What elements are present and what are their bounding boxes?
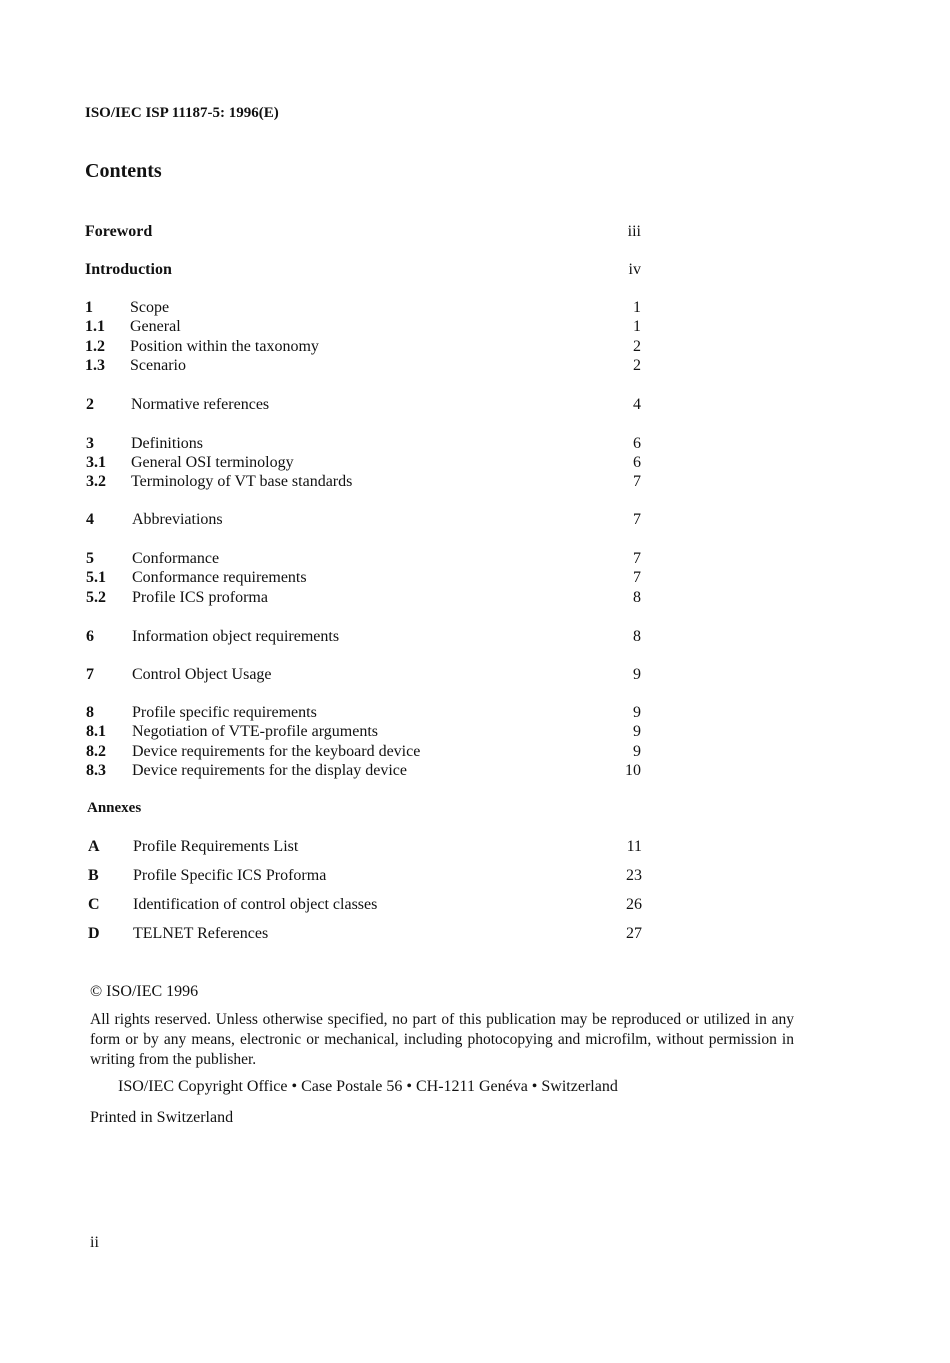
annex-page: 27: [626, 925, 642, 942]
annex-label: Profile Specific ICS Proforma: [133, 867, 327, 884]
toc-number: 8: [86, 704, 94, 721]
toc-page: 1: [633, 299, 641, 316]
toc-label: Scope: [130, 299, 170, 316]
toc-label: Abbreviations: [132, 511, 223, 528]
annex-page: 11: [626, 838, 642, 855]
toc-page: 1: [633, 318, 641, 335]
annex-letter: C: [88, 896, 100, 913]
toc-label: Position within the taxonomy: [130, 338, 319, 355]
toc-row: [86, 703, 641, 723]
toc-row: [86, 434, 641, 454]
toc-number: 6: [86, 628, 94, 645]
toc-page: 9: [633, 723, 641, 740]
toc-page: 9: [633, 666, 641, 683]
toc-label: Conformance requirements: [132, 569, 307, 586]
toc-label: Negotiation of VTE-profile arguments: [132, 723, 379, 740]
toc-label: Foreword: [85, 223, 153, 240]
annex-letter: A: [88, 838, 100, 855]
toc-page: iii: [627, 223, 641, 240]
annexes-heading: Annexes: [87, 800, 142, 816]
toc-number: 8.2: [86, 743, 106, 760]
toc-row: [86, 742, 641, 762]
document-id-header: ISO/IEC ISP 11187-5: 1996(E): [85, 105, 279, 121]
toc-page: 10: [625, 762, 641, 779]
toc-number: 1: [85, 299, 93, 316]
toc-label: Device requirements for the display device: [132, 762, 407, 779]
toc-row: [86, 472, 641, 492]
toc-page: 7: [633, 511, 641, 528]
annex-row: [88, 924, 642, 944]
toc-number: 3: [86, 435, 94, 452]
toc-row-introduction: [85, 260, 641, 280]
toc-row: [85, 298, 641, 318]
toc-page: iv: [628, 261, 641, 278]
toc-number: 5: [86, 550, 94, 567]
toc-label: General: [130, 318, 181, 335]
toc-page: 6: [633, 454, 641, 471]
toc-page: 7: [633, 473, 641, 490]
annex-label: TELNET References: [133, 925, 269, 942]
toc-number: 1.3: [85, 357, 105, 374]
annex-row: [88, 895, 642, 915]
toc-number: 3.2: [86, 473, 106, 490]
toc-label: Information object requirements: [132, 628, 340, 645]
copyright-line: © ISO/IEC 1996: [90, 983, 199, 1000]
toc-page: 6: [633, 435, 641, 452]
toc-page: 2: [633, 357, 641, 374]
toc-label: Scenario: [130, 357, 186, 374]
annex-letter: B: [88, 867, 99, 884]
annex-label: Identification of control object classes: [133, 896, 378, 913]
toc-label: Introduction: [85, 261, 172, 278]
toc-number: 1.1: [85, 318, 105, 335]
annex-letter: D: [88, 925, 100, 942]
toc-number: 5.1: [86, 569, 106, 586]
annex-label: Profile Requirements List: [133, 838, 299, 855]
toc-page: 4: [633, 396, 641, 413]
toc-page: 9: [633, 743, 641, 760]
toc-number: 3.1: [86, 454, 106, 471]
toc-number: 1.2: [85, 338, 105, 355]
toc-number: 8.1: [86, 723, 106, 740]
toc-row: [86, 395, 641, 415]
toc-row: [86, 588, 641, 608]
toc-row: [86, 627, 641, 647]
toc-row: [86, 453, 641, 473]
toc-label: Definitions: [131, 435, 203, 452]
printed-in: Printed in Switzerland: [90, 1109, 234, 1126]
contents-title: Contents: [85, 160, 162, 182]
toc-row: [86, 549, 641, 569]
toc-row: [85, 317, 641, 337]
annex-row: [88, 866, 642, 886]
toc-number: 2: [86, 396, 94, 413]
toc-number: 7: [86, 666, 94, 683]
toc-number: 5.2: [86, 589, 106, 606]
toc-page: 7: [633, 550, 641, 567]
toc-page: 8: [633, 628, 641, 645]
page-number: ii: [90, 1234, 99, 1251]
toc-number: 8.3: [86, 762, 106, 779]
annex-page: 26: [626, 896, 642, 913]
toc-row: [85, 356, 641, 376]
toc-row: [86, 761, 641, 781]
toc-row: [86, 722, 641, 742]
toc-row: [86, 568, 641, 588]
copyright-office-address: ISO/IEC Copyright Office • Case Postale 56 • CH-1211 Genéva • Switzerland: [118, 1078, 618, 1095]
toc-row: [86, 665, 641, 685]
toc-label: Profile specific requirements: [132, 704, 317, 721]
annex-page: 23: [626, 867, 642, 884]
toc-row-foreword: [85, 222, 641, 242]
toc-page: 7: [633, 569, 641, 586]
toc-label: Terminology of VT base standards: [131, 473, 353, 490]
toc-row: [86, 510, 641, 530]
copyright-notice: All rights reserved. Unless otherwise specified, no part of this publication may be reproduced or utilized in any form or by any means, electronic or mechanical, including photocopying and microfilm, without permission in writing from the publisher.: [90, 1011, 794, 1068]
toc-label: Conformance: [132, 550, 220, 567]
annex-row: [88, 837, 642, 857]
toc-label: Control Object Usage: [132, 666, 272, 683]
toc-page: 9: [633, 704, 641, 721]
toc-page: 8: [633, 589, 641, 606]
toc-label: Normative references: [131, 396, 270, 413]
toc-number: 4: [86, 511, 94, 528]
toc-page: 2: [633, 338, 641, 355]
toc-label: Device requirements for the keyboard device: [132, 743, 421, 760]
toc-label: General OSI terminology: [131, 454, 294, 471]
toc-label: Profile ICS proforma: [132, 589, 268, 606]
toc-row: [85, 337, 641, 357]
